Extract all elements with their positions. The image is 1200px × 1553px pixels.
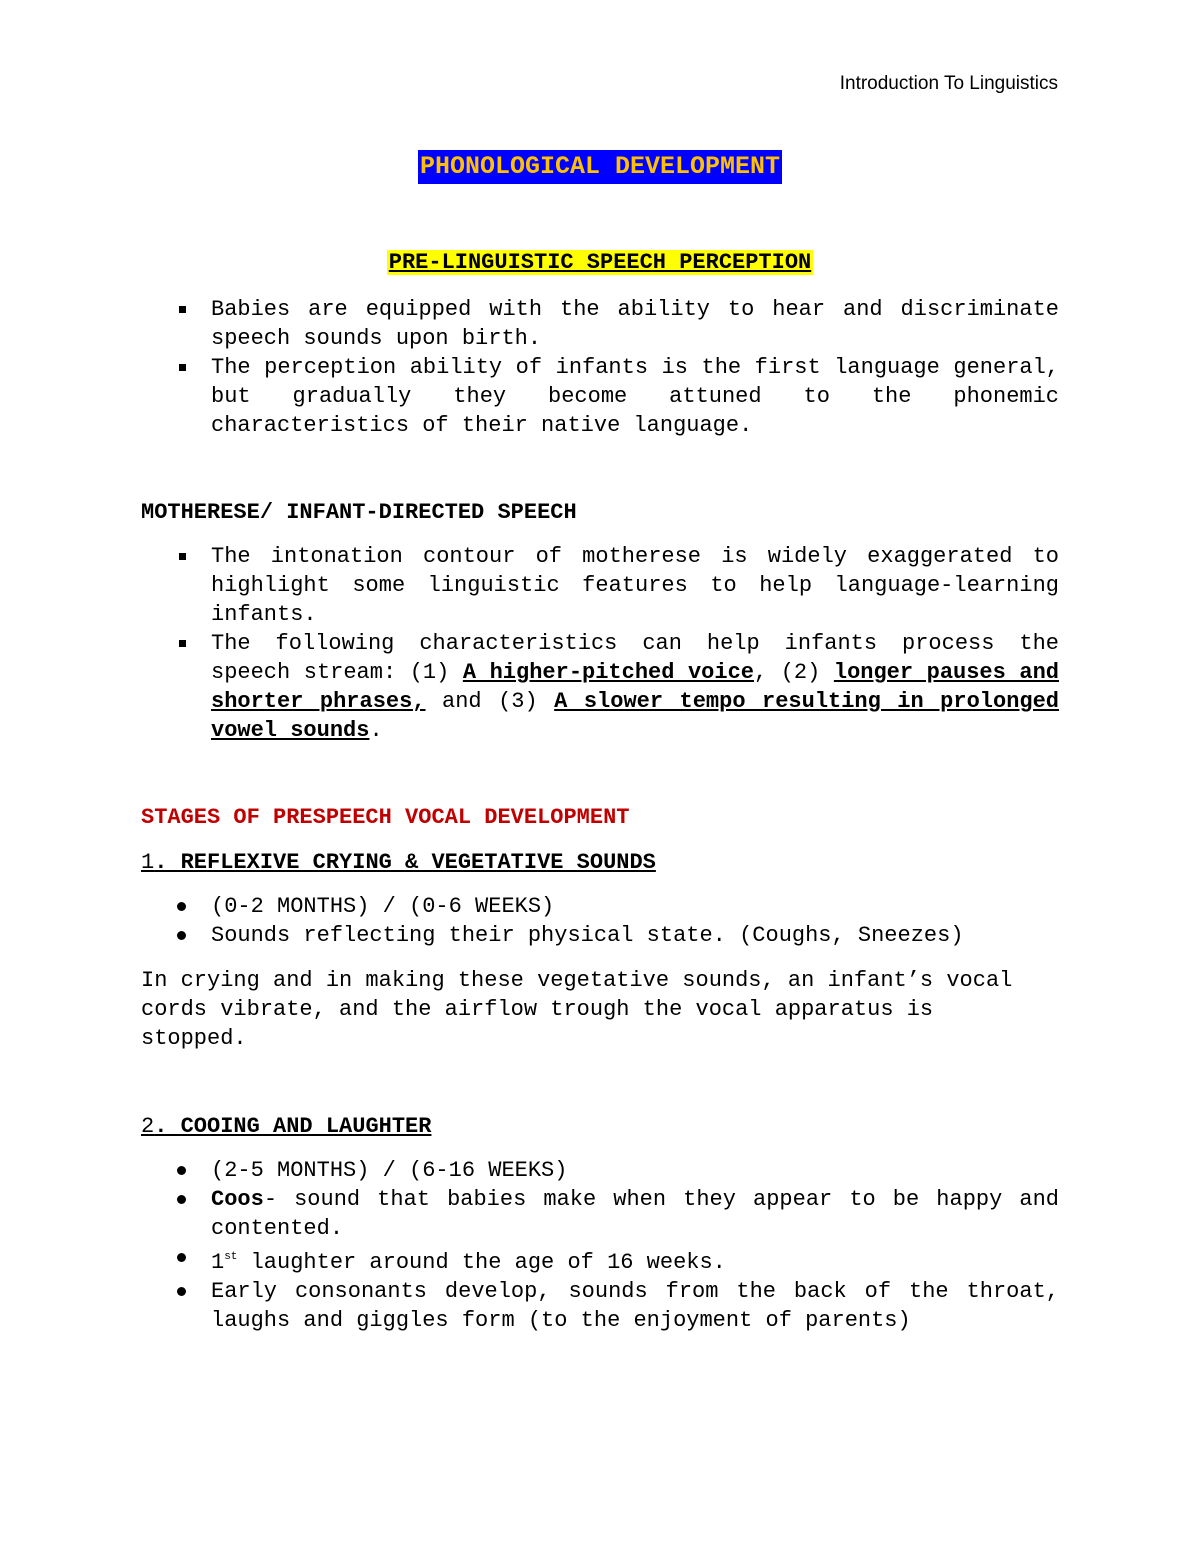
round-bullet-icon xyxy=(177,1166,186,1175)
section1-heading: PRE-LINGUISTIC SPEECH PERCEPTION xyxy=(388,250,812,275)
square-bullet-icon xyxy=(179,306,186,313)
list-item: The intonation contour of motherese is widely exaggerated to highlight some linguistic features to help language-learning infants. xyxy=(141,542,1059,629)
characteristic-1: A higher-pitched voice xyxy=(462,660,754,685)
list-item: Early consonants develop, sounds from the back of the throat, laughs and giggles form (to the enjoyment of parents) xyxy=(141,1277,1059,1335)
stage2-heading: 2. COOING AND LAUGHTER xyxy=(141,1114,432,1139)
title-wrapper xyxy=(0,150,1200,184)
characteristic-3: A slower tempo resulting in prolonged vowel sounds xyxy=(211,689,1059,743)
document-title: PHONOLOGICAL DEVELOPMENT xyxy=(418,150,782,184)
section2-heading: MOTHERESE/ INFANT-DIRECTED SPEECH xyxy=(141,500,577,525)
stage1-paragraph: In crying and in making these vegetative sounds, an infant’s vocal cords vibrate, and the airflow trough the vocal apparatus is stopped. xyxy=(141,968,1013,1051)
stage1-heading: 1. REFLEXIVE CRYING & VEGETATIVE SOUNDS xyxy=(141,850,656,875)
section3-heading: STAGES OF PRESPEECH VOCAL DEVELOPMENT xyxy=(141,805,630,830)
list-item: (0-2 MONTHS) / (0-6 WEEKS) xyxy=(141,892,1059,921)
list-item: The perception ability of infants is the first language general, but gradually they become attuned to the phonemic characteristics of their native language. xyxy=(141,353,1059,440)
round-bullet-icon xyxy=(177,931,186,940)
list-item: Sounds reflecting their physical state. (Coughs, Sneezes) xyxy=(141,921,1059,950)
stage1-list xyxy=(141,892,1059,950)
list-item: 1st laughter around the age of 16 weeks. xyxy=(141,1243,1059,1277)
square-bullet-icon xyxy=(179,640,186,647)
list-item: Coos- sound that babies make when they appear to be happy and contented. xyxy=(141,1185,1059,1243)
characteristic-2: longer pauses and shorter phrases, xyxy=(211,660,1059,714)
list-item: The following characteristics can help infants process the speech stream: (1) A higher-pitched voice, (2) longer pauses and shorter phrases, and (3) A slower tempo resulting in prolonged vowel sounds. xyxy=(141,629,1059,745)
list-item: Babies are equipped with the ability to hear and discriminate speech sounds upon birth. xyxy=(141,295,1059,353)
round-bullet-icon xyxy=(177,1195,186,1204)
round-bullet-icon xyxy=(177,902,186,911)
list-item: (2-5 MONTHS) / (6-16 WEEKS) xyxy=(141,1156,1059,1185)
section1-heading-wrapper xyxy=(0,249,1200,276)
round-bullet-icon xyxy=(177,1287,186,1296)
square-bullet-icon xyxy=(179,553,186,560)
section1-list xyxy=(141,295,1059,440)
page-header: Introduction To Linguistics xyxy=(839,73,1058,94)
coos-term: Coos xyxy=(211,1187,264,1212)
square-bullet-icon xyxy=(179,364,186,371)
section2-list xyxy=(141,542,1059,745)
round-bullet-icon xyxy=(177,1253,186,1262)
stage2-list xyxy=(141,1156,1059,1335)
